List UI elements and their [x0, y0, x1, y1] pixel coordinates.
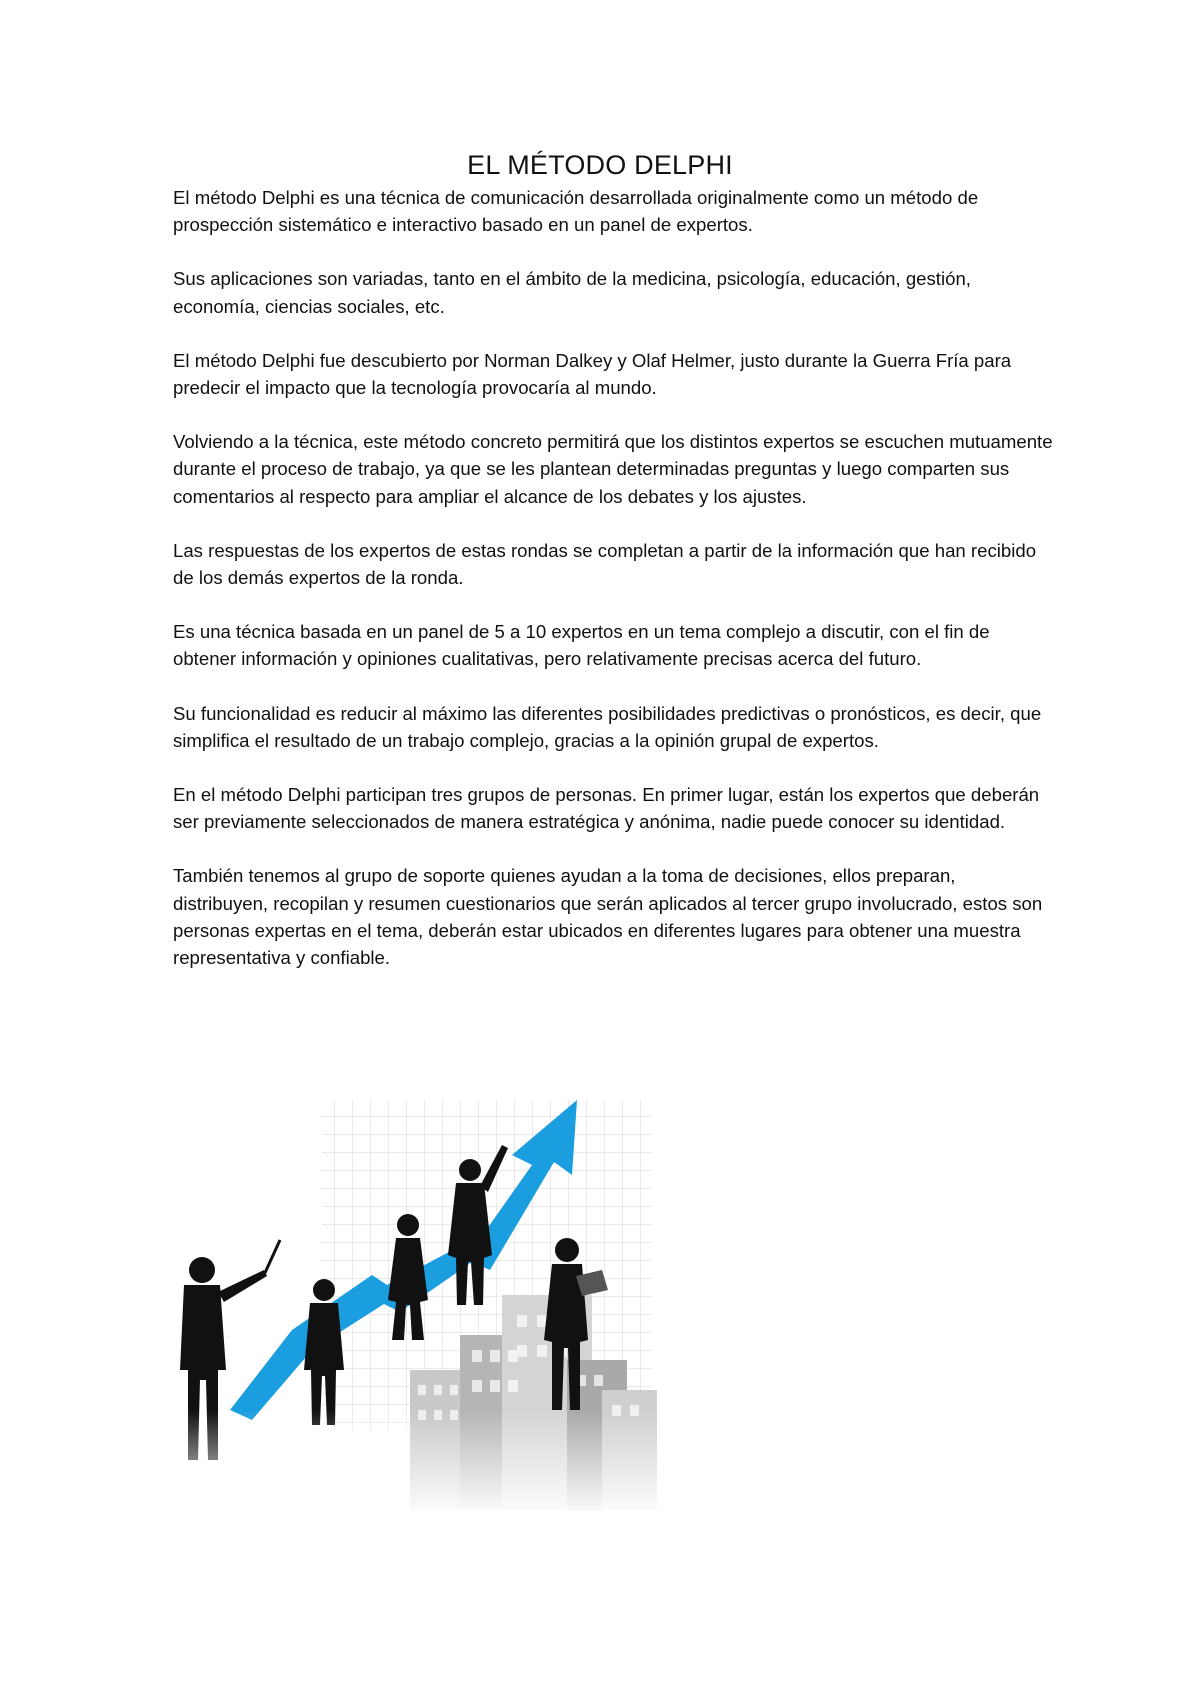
paragraph-5: Las respuestas de los expertos de estas rondas se completan a partir de la información que han recibido de los demás expertos de la ronda.	[173, 539, 1037, 589]
paragraph-2: Sus aplicaciones son variadas, tanto en el ámbito de la medicina, psicología, educación, gestión, economía, ciencias sociales, etc.	[173, 268, 971, 317]
paragraph-8: En el método Delphi participan tres grupos de personas. En primer lugar, están los expertos que deberán ser previamente seleccionados de manera estratégica y anónima, nadie puede conocer su identidad.	[173, 784, 1040, 833]
document-body	[173, 184, 1053, 998]
paragraph-1: El método Delphi es una técnica de comunicación desarrollada originalmente como un método de prospección sistemático e interactivo basado en un panel de expertos.	[173, 187, 979, 236]
page-title: EL MÉTODO DELPHI	[467, 150, 733, 180]
paragraph-4: Volviendo a la técnica, este método concreto permitirá que los distintos expertos se escuchen mutuamente durante el proceso de trabajo, ya que se les plantean determinadas preguntas y luego comparten sus comentarios al respecto para ampliar el alcance de los debates y los ajustes.	[173, 431, 1053, 507]
paragraph-6: Es una técnica basada en un panel de 5 a 10 expertos en un tema complejo a discutir, con el fin de obtener información y opiniones cualitativas, pero relativamente precisas acerca del futuro.	[173, 621, 990, 670]
paragraph-7: Su funcionalidad es reducir al máximo las diferentes posibilidades predictivas o pronósticos, es decir, que simplifica el resultado de un trabajo complejo, gracias a la opinión grupal de expertos.	[173, 702, 1042, 751]
paragraph-3: El método Delphi fue descubierto por Norman Dalkey y Olaf Helmer, justo durante la Guerra Fría para predecir el impacto que la tecnología provocaría al mundo.	[173, 349, 1012, 399]
paragraph-9: También tenemos al grupo de soporte quienes ayudan a la toma de decisiones, ellos preparan, distribuyen, recopilan y resumen cuestionarios que serán aplicados al tercer grupo involucrado, estos son personas expertas en el tema, deberán estar ubicados en diferentes lugares para obtener una muestra representativa y confiable.	[173, 865, 1043, 969]
business-growth-illustration	[172, 1080, 662, 1518]
